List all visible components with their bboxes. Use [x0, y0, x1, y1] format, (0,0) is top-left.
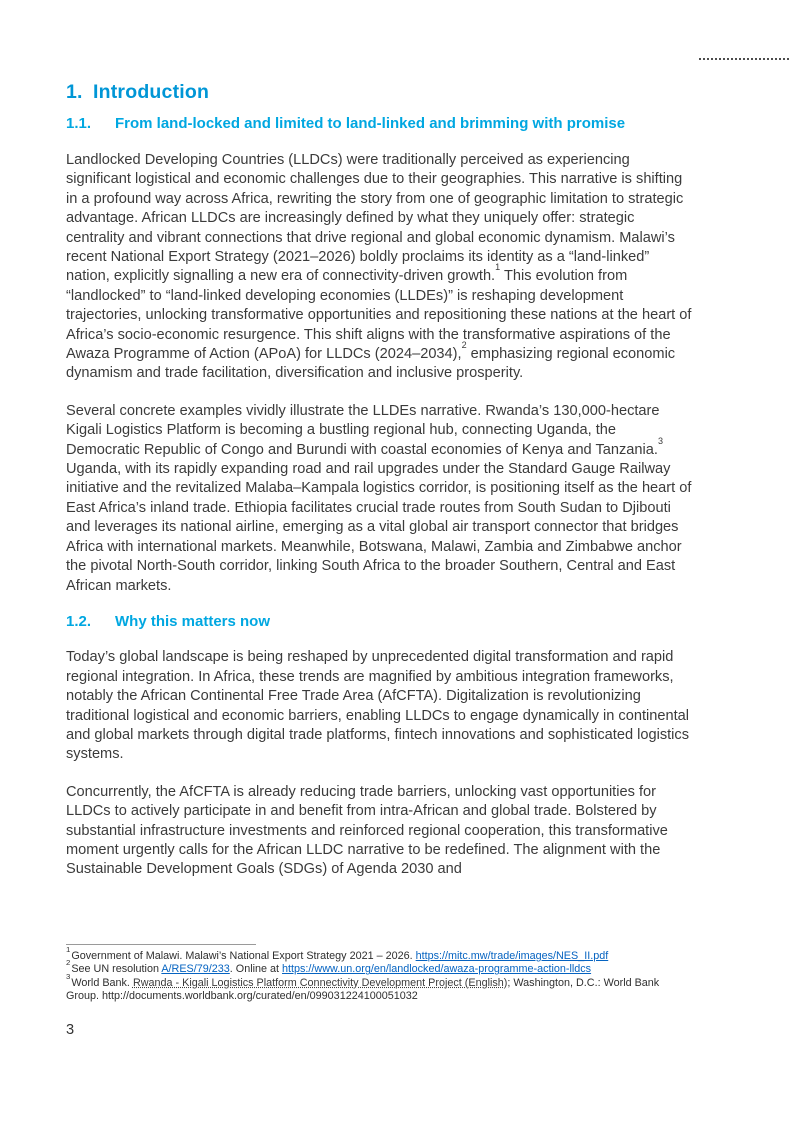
footnote-area: [66, 944, 693, 1004]
footnote-2-text: See UN resolution: [71, 963, 162, 976]
footnote-2-marker: 2: [66, 958, 71, 968]
paragraph-1-text: emphasizing regional economic dynamism and trade facilitation, diversification and inclusive prosperity.: [66, 346, 676, 382]
footnote-2-link-resolution[interactable]: A/RES/79/233: [161, 963, 230, 976]
footnote-3-link-title[interactable]: Rwanda - Kigali Logistics Platform Connectivity Development Project (English): [132, 976, 508, 989]
footnote-3: [66, 971, 693, 1004]
page-content: [0, 82, 793, 880]
section-1-1-number: 1.1.: [66, 115, 92, 133]
footnote-2-link-url[interactable]: https://www.un.org/en/landlocked/awaza-programme-action-lldcs: [282, 963, 592, 976]
section-1-2-heading: [66, 614, 693, 631]
footnote-1-marker: 1: [66, 944, 71, 954]
paragraph-2-text: Several concrete examples vividly illustrate the LLDEs narrative. Rwanda’s 130,000-hectare Kigali Logistics Platform is becoming a bustling regional hub, connecting Uganda, the Democratic Republic of Congo and Burundi with coastal economies of Kenya and Tanzania.: [66, 402, 660, 458]
section-1-number: 1.: [66, 81, 83, 103]
footnote-3-text: ; Washington, D.C.: World Bank Group. http://documents.worldbank.org/curated/en/099031224100051032: [66, 976, 660, 1003]
footnote-separator: [66, 944, 256, 945]
footnote-ref-1: 1: [495, 262, 501, 273]
section-1-heading: [66, 82, 693, 102]
paragraph-4: Concurrently, the AfCFTA is already reducing trade barriers, unlocking vast opportunities for LLDCs to actively participate in and benefit from intra-African and global trade. Bolstered by substantial infrastructure investments and reinforced regional cooperation, this transformative moment urgently calls for the African LLDC narrative to be redefined. The alignment with the Sustainable Development Goals (SDGs) of Agenda 2030 and: [66, 783, 668, 878]
footnote-2-text: . Online at: [229, 963, 283, 976]
section-1-1-title: From land-locked and limited to land-linked and brimming with promise: [115, 115, 626, 133]
paragraph-2-text: Uganda, with its rapidly expanding road and rail upgrades under the Standard Gauge Railway initiative and the revitalized Malaba–Kampala logistics corridor, is positioning itself as the heart of East Africa’s inland trade. Ethiopia facilitates crucial trade routes from South Sudan to Djibouti and leverages its national airline, emerging as a vital global air transport connector that bridges Africa with international markets. Meanwhile, Botswana, Malawi, Zambia and Zimbabwe anchor the pivotal North-South corridor, linking South Africa to the broader Southern, Central and East African markets.: [66, 461, 692, 594]
paragraph-2: [66, 402, 693, 596]
header-dotted-rule: [699, 58, 789, 60]
section-1-title: Introduction: [93, 81, 210, 103]
section-1-2-title: Why this matters now: [115, 612, 271, 630]
page-number: 3: [66, 1022, 75, 1038]
footnote-1: [66, 944, 693, 963]
footnote-2: [66, 958, 693, 976]
paragraph-1: [66, 151, 693, 384]
section-1-1-heading: [66, 116, 693, 133]
footnote-ref-2: 2: [461, 340, 467, 351]
footnote-3-marker: 3: [66, 971, 71, 981]
paragraph-1-text: This evolution from “landlocked” to “land-linked developing economies (LLDEs)” is reshaping development trajectories, unlocking transformative opportunities and repositioning these nations at the heart of Africa’s socio-economic resurgence. This shift aligns with the transformative aspirations of the Awaza Programme of Action (APoA) for LLDCs (2024–2034),: [66, 268, 692, 363]
footnote-1-text: Government of Malawi. Malawi’s National Export Strategy 2021 – 2026.: [71, 950, 416, 962]
paragraph-3: Today’s global landscape is being reshaped by unprecedented digital transformation and rapid regional integration. In Africa, these trends are magnified by ambitious integration frameworks, notably the African Continental Free Trade Area (AfCFTA). Digitalization is revolutionizing traditional logistical and economic barriers, enabling LLDCs to engage dynamically in continental and global markets through digital trade platforms, fintech innovations and sophisticated logistics systems.: [66, 649, 690, 763]
section-1-2-number: 1.2.: [66, 612, 92, 630]
footnote-ref-3: 3: [657, 435, 663, 446]
footnote-3-text: World Bank.: [71, 976, 133, 989]
paragraph-1-text: Landlocked Developing Countries (LLDCs) were traditionally perceived as experiencing significant logistical and economic challenges due to their geographies. This narrative is shifting in a profound way across Africa, rewriting the story from one of geographic limitation to strategic advantage. African LLDCs are increasingly defined by what they uniquely offer: strategic centrality and vibrant connections that drive regional and global economic dynamism. Malawi’s recent National Export Strategy (2021–2026) boldly proclaims its identity as a “land-linked” nation, explicitly signalling a new era of connectivity-driven growth.: [66, 151, 684, 285]
footnote-1-link[interactable]: https://mitc.mw/trade/images/NES_II.pdf: [415, 950, 609, 962]
